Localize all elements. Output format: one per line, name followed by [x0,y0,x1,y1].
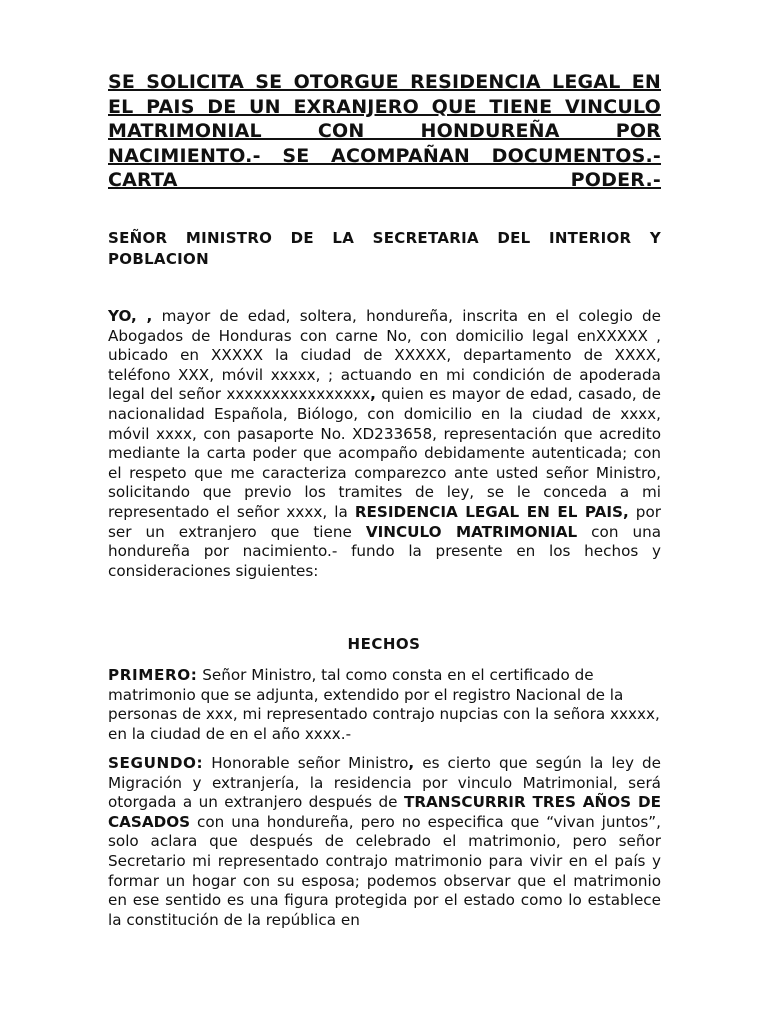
document-title: SE SOLICITA SE OTORGUE RESIDENCIA LEGAL EN EL PAIS DE UN EXRANJERO QUE TIENE VINCULO MATRIMONIAL CON HONDUREÑA POR NACIMIENTO.- SE ACOMPAÑAN DOCUMENTOS.- CARTA PODER.- [108,71,661,191]
intro-bold-vinculo: VINCULO MATRIMONIAL [365,522,578,541]
addressee: SEÑOR MINISTRO DE LA SECRETARIA DEL INTERIOR Y POBLACION [108,229,661,268]
segundo-label: SEGUNDO: [108,754,204,772]
segundo-text-2: es cierto que según la ley de Migración y extranjería, la residencia por vinculo Matrimonial, será otorgada a un extranjero después de [108,754,661,812]
segundo-text-3: con una hondureña, pero no especifica que “vivan juntos”, solo aclara que después de celebrado el matrimonio, pero señor Secretario mi representado contrajo matrimonio para vivir en el país y formar un hogar con su esposa; podemos observar que el matrimonio en ese sentido es una figura protegida por el estado como lo establece la constitución de la república en [108,812,661,929]
primero-paragraph [108,666,661,744]
intro-lead: YO, , [108,307,153,325]
primero-text: Señor Ministro, tal como consta en el certificado de matrimonio que se adjunta, extendido por el registro Nacional de la personas de xxx, mi representado contrajo nupcias con la señora xxxxx, en la ciudad de en el año xxxx.- [108,666,660,743]
hechos-heading: HECHOS [347,635,421,653]
intro-bold-residencia: RESIDENCIA LEGAL EN EL PAIS, [354,502,629,521]
intro-text-3: por ser un extranjero que tiene [108,502,661,541]
intro-text-1: mayor de edad, soltera, hondureña, inscrita en el colegio de Abogados de Honduras con carne No, con domicilio legal enXXXXX , ubicado en XXXXX la ciudad de XXXXX, departamento de XXXX, teléfono XXX, móvil xxxxx, ; actuando en mi condición de apoderada legal del señor xxxxxxxxxxxxxxxx [108,307,662,404]
primero-label: PRIMERO: [108,666,198,684]
segundo-text-1: Honorable señor Ministro [203,754,409,772]
segundo-bold: TRANSCURRIR TRES AÑOS DE CASADOS [108,793,661,831]
intro-text-4: con una hondureña por nacimiento.- fundo la presente en los hechos y consideraciones siguientes: [108,522,662,580]
intro-paragraph [108,307,661,581]
segundo-paragraph [108,754,661,930]
segundo-comma: , [408,754,415,772]
intro-text-2: quien es mayor de edad, casado, de nacionalidad Española, Biólogo, con domicilio en la ciudad de xxxx, móvil xxxx, con pasaporte No. XD233658, representación que acredito mediante la carta poder que acompaño debidamente autenticada; con el respeto que me caracteriza comparezco ante usted señor Ministro, solicitando que previo los tramites de ley, se le conceda a mi representado el señor xxxx, la [108,385,661,521]
intro-comma: , [370,385,376,404]
